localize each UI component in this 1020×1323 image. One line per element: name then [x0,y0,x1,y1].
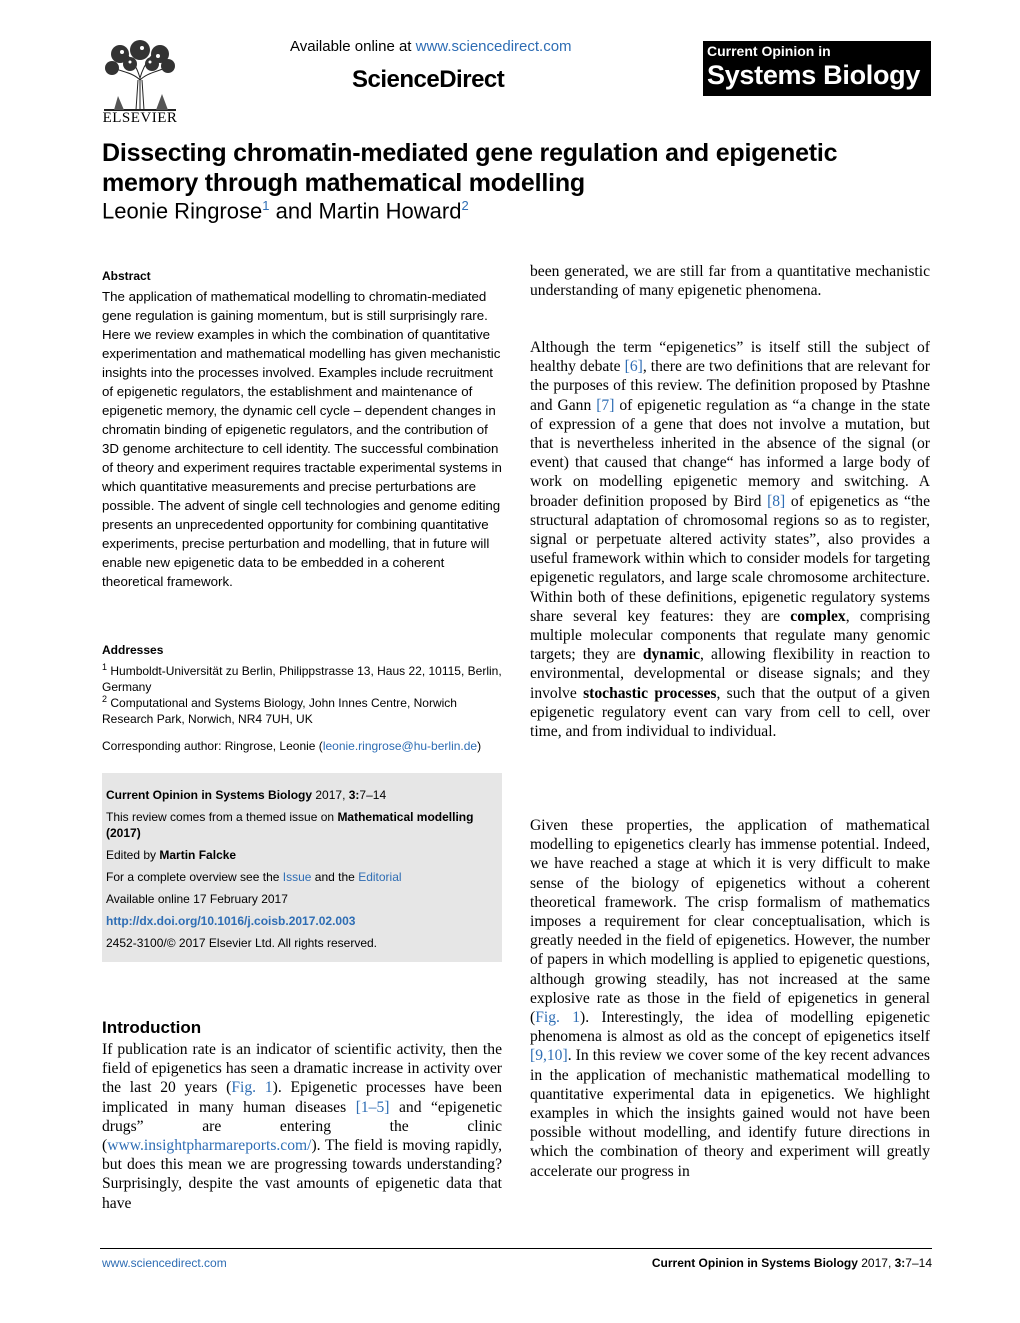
editor-line [106,847,498,863]
sciencedirect-link[interactable]: www.sciencedirect.com [415,38,572,55]
available-date: Available online 17 February 2017 [106,892,288,906]
address-marker: 2 [102,694,108,704]
author-conjunction: and [275,198,313,224]
overview-and: and the [314,870,355,884]
address-2 [102,691,502,727]
figure-1-link[interactable]: Fig. 1 [231,1079,273,1097]
reference-6-link[interactable]: [6] [624,358,643,376]
footer-journal: Current Opinion in Systems Biology [651,1256,858,1270]
abstract-text: The application of mathematical modelling to chromatin-mediated gene regulation is gaining momentum, but is still surprisingly rare. Here we review examples in which the combination of quantitative experimentation and mathematical modelling has given mechanistic insights into the processes involved. Examples include recruitment of epigenetic regulators, the establishment and maintenance of epigenetic memory, the dynamic cell cycle – dependent changes in chromatin binding of epigenetic regulators, and the contribution of 3D genome architecture to cell identity. The successful combination of theory and experiment requires tractable experimental systems in which quantitative measurements and precise perturbations are possible. The advent of single cell technologies and genome editing presents an unprecedented opportunity for combining quantitative experiments, precise perturbation and modelling, that in future will enable new epigenetic data to be embedded in a coherent theoretical framework. [102,289,502,589]
intro-paragraph [102,1040,502,1213]
body-text: ). Interestingly, the idea of modelling epigenetic phenomena is almost as old as the concept of epigenetics itself [530,1009,930,1046]
article-info-box [102,773,502,962]
copyright-line: 2452-3100/© 2017 Elsevier Ltd. All rights reserved. [106,936,377,950]
themed-prefix: This review comes from a themed issue on [106,810,335,824]
abstract-heading: Abstract [102,269,151,283]
overview-prefix: For a complete overview see the [106,870,280,884]
journal-name: Current Opinion in Systems Biology [106,788,313,802]
intro-text: ). Epigenetic processes have been implicated in many human diseases [102,1079,502,1116]
affiliation-marker[interactable]: 2 [461,198,469,213]
keyword-stochastic: stochastic processes [583,684,717,702]
publisher-name: ELSEVIER [102,110,178,126]
corresponding-email-link[interactable]: leonie.ringrose@hu-berlin.de [322,739,478,753]
corresponding-suffix: ) [477,739,482,753]
footer-pages: 7–14 [905,1256,932,1270]
author-line [102,198,469,224]
body-text: , there are two definitions that are relevant for the purposes of this review. The definition proposed by Ptashne and Gann [530,358,930,414]
reference-8-link[interactable]: [8] [767,492,786,510]
themed-topic: Mathematical modelling (2017) [106,810,474,840]
reference-7-link[interactable]: [7] [596,396,615,414]
body-text: of epigenetics as “the structural adaptation of chromosomal regions so as to register, signal or perpetuate altered activity states”, also provides a useful framework within which to consider models for targeting epigenetic regulators, and large scale chromosome architecture. Within both of these definitions, epigenetic regulatory systems share several key features: they are [530,492,930,625]
editor-name: Martin Falcke [159,848,237,862]
modelling-paragraph [530,816,930,1181]
body-text: Given these properties, the application of mathematical modelling to epigenetics clearly has immense potential. Indeed, we have reached a stage at which it is very difficult to make sense of the biology of epigenetics without a coherent theoretical framework. The crisp formalism of mathematics imposes a requirement for clear conceptualisation, which is greatly needed in the field of epigenetics. However, the number of papers in which modelling is applied to epigenetic questions, although growing steadily, has not increased at the same explosive rate as those in the field of epigenetics in general ( [530,817,930,1027]
address-text: Humboldt-Universität zu Berlin, Philippstrasse 13, Haus 22, 10115, Berlin, Germany [102,664,502,694]
body-text: , comprising multiple molecular components that regulate many genomic targets; they are [530,607,930,664]
definition-paragraph [530,338,930,741]
article-title: Dissecting chromatin-mediated gene regulation and epigenetic memory through mathematical modelling [102,139,838,197]
keyword-dynamic: dynamic [642,646,701,664]
reference-9-10-link[interactable]: [9,10] [530,1047,568,1065]
journal-banner-bottom: Systems Biology [707,60,921,90]
affiliation-marker[interactable]: 1 [262,198,270,213]
body-text: , such that the output of a given epigenetic regulatory event can vary from cell to cell, over time, and from individual to individual. [530,684,930,741]
doi-line [106,913,498,929]
reference-1-5-link[interactable]: [1–5] [355,1098,390,1116]
address-1 [102,659,502,695]
edited-prefix: Edited by [106,848,157,862]
citation-year: 2017, [315,788,346,802]
body-text: , allowing flexibility in reaction to environmental, developmental or disease signals; and they involve [530,646,930,702]
body-text: of epigenetic regulation as “a change in the state of expression of a gene that does not involve a mutation, but that is nevertheless inherited in the absence of the signal (or event) that caused that change“ has informed a large body of work on modelling epigenetic memory and switching. A broader definition proposed by Bird [530,396,930,510]
footer-divider [100,1248,932,1249]
journal-banner-top: Current Opinion in [707,43,831,59]
issue-link[interactable]: Issue [282,870,312,884]
footer-citation [636,1256,932,1270]
intro-text: and “epigenetic drugs” are entering the clinic ( [102,1098,502,1155]
address-marker: 1 [102,662,108,672]
body-text: . In this review we cover some of the key recent advances in the application of mechanistic mathematical modelling to quantitative experimental data in epigenetics. We highlight examples in which the insights gained would not have been possible without modelling, and identify future directions in which the combination of theory and experiment will greatly accelerate our progress in [530,1047,930,1180]
citation-line [106,787,498,803]
keyword-complex: complex [790,607,846,625]
address-text: Computational and Systems Biology, John Innes Centre, Norwich Research Park, Norwich, NR4 7UH, UK [102,696,457,726]
themed-issue-line [106,809,498,841]
doi-link[interactable]: http://dx.doi.org/10.1016/j.coisb.2017.02.003 [106,914,356,928]
citation-volume: 3: [348,788,360,802]
citation-pages: 7–14 [359,788,387,802]
footer-volume: 3: [894,1256,906,1270]
sciencedirect-brand: ScienceDirect [352,66,505,93]
corresponding-author [102,738,512,754]
overview-line [106,869,498,885]
available-prefix: Available online at [290,38,412,55]
editorial-link[interactable]: Editorial [358,870,402,884]
intro-text: ). The field is moving rapidly, but does this mean we are progressing towards understanding? Surprisingly, despite the vast amounts of epigenetic data that have [102,1137,502,1212]
body-paragraph-continued: been generated, we are still far from a quantitative mechanistic understanding of many epigenetic phenomena. [530,263,930,300]
addresses-heading: Addresses [102,643,164,657]
footer-year: 2017, [861,1256,892,1270]
corresponding-prefix: Corresponding author: Ringrose, Leonie ( [102,739,323,753]
insightpharma-link[interactable]: www.insightpharmareports.com/ [107,1137,312,1155]
body-text: Although the term “epigenetics” is itself still the subject of healthy debate [530,339,930,376]
author-name: Martin Howard [318,198,462,224]
intro-text: If publication rate is an indicator of scientific activity, then the field of epigenetics has seen a dramatic increase in activity over the last 20 years ( [102,1041,502,1097]
author-name: Leonie Ringrose [102,198,263,224]
introduction-heading: Introduction [102,1018,202,1037]
journal-banner [703,41,931,96]
available-online-line [290,38,572,55]
footer-sciencedirect-link[interactable]: www.sciencedirect.com [102,1256,227,1270]
figure-1-link[interactable]: Fig. 1 [535,1009,581,1027]
